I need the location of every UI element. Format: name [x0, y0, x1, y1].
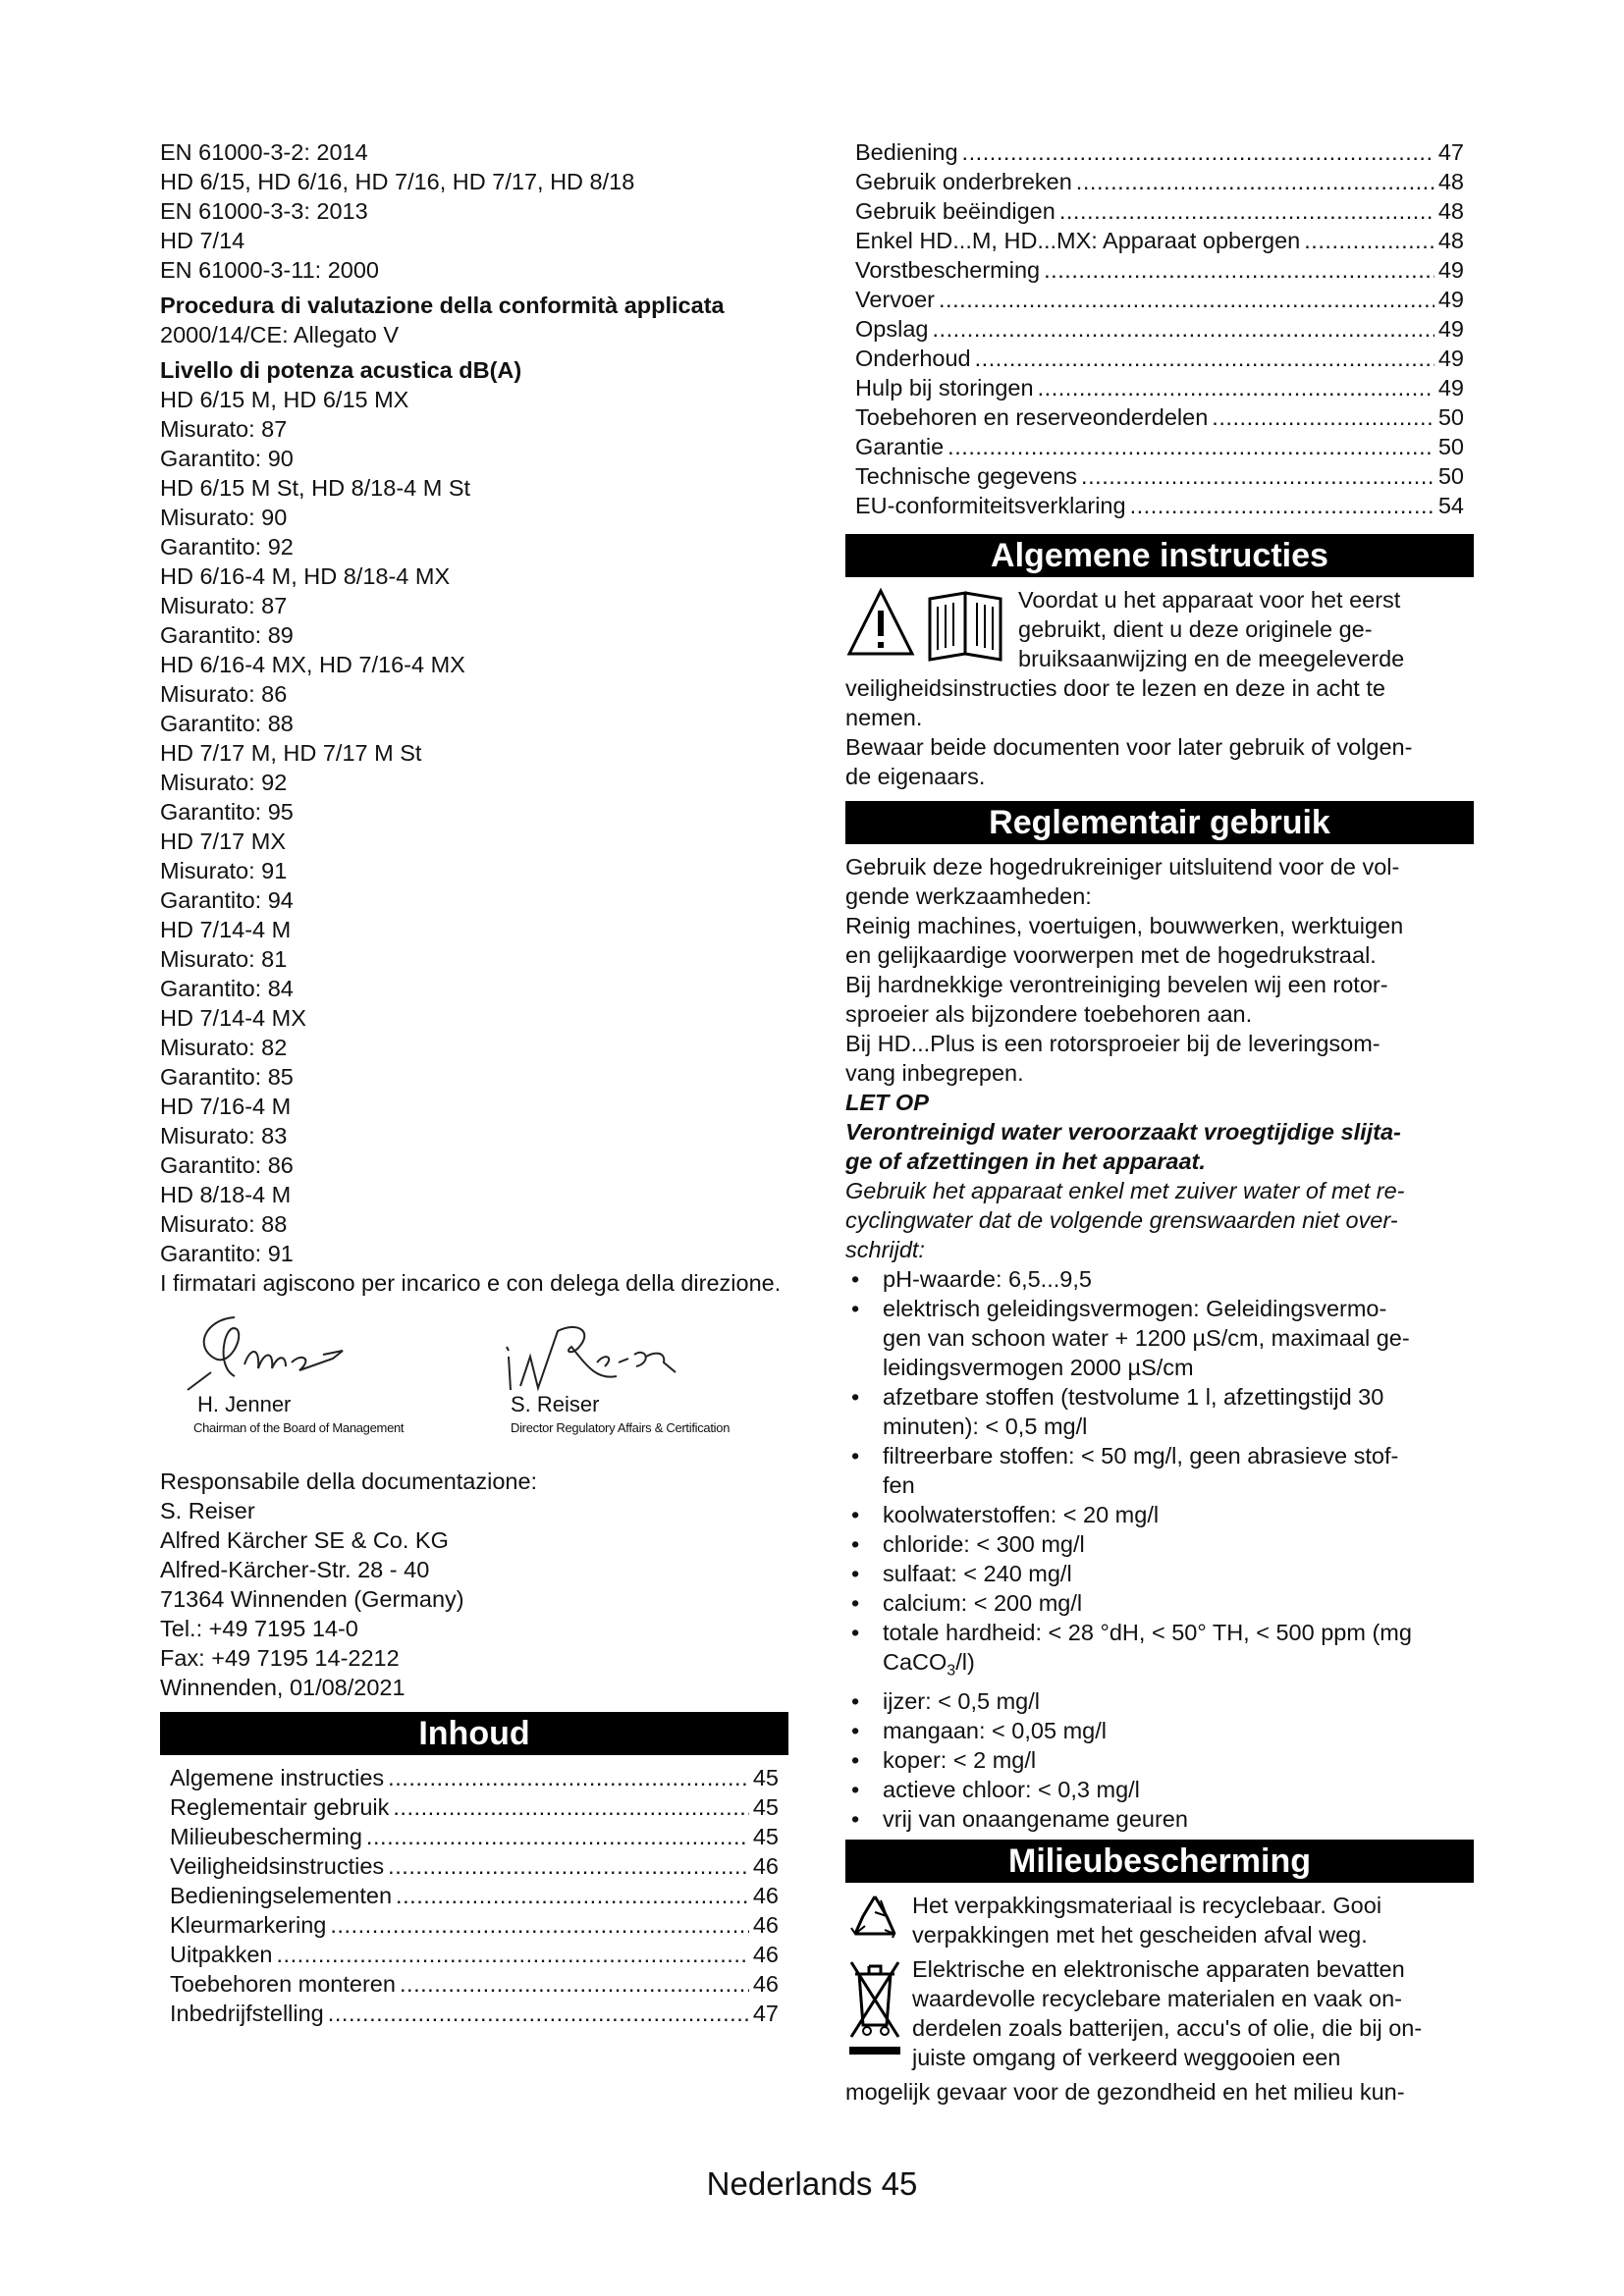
sound-power-line: Garantito: 84 [160, 976, 294, 1001]
list-item [845, 1775, 1474, 1804]
sound-power-line: HD 8/18-4 M [160, 1182, 292, 1207]
weee-crossed-bin-icon [845, 1954, 904, 2070]
toc-dot-leader [947, 432, 1435, 461]
list-item-line: • koper: < 2 mg/l [883, 1746, 1037, 1773]
toc-dot-leader [1081, 461, 1435, 491]
toc-entry-page: 46 [752, 1942, 779, 1967]
footer-language: Nederlands [706, 2165, 873, 2202]
list-item [845, 1559, 1474, 1588]
toc-entry[interactable] [845, 255, 1474, 285]
sound-power-line: Garantito: 90 [160, 446, 294, 471]
contact-line: 71364 Winnenden (Germany) [160, 1586, 464, 1612]
toc-entry[interactable] [845, 432, 1474, 461]
sound-power-line: Garantito: 85 [160, 1064, 294, 1090]
standard-line: EN 61000-3-2: 2014 [160, 139, 368, 165]
list-item-line: • ijzer: < 0,5 mg/l [883, 1687, 1040, 1714]
toc-dot-leader [400, 1969, 749, 1999]
toc-dot-leader [1038, 373, 1435, 402]
page-footer [0, 2165, 1624, 2203]
standards-list [160, 137, 788, 285]
list-item-line: • filtreerbare stoffen: < 50 mg/l, geen abrasieve stof- [883, 1443, 1399, 1468]
toc-entry[interactable] [160, 1881, 788, 1910]
list-item-line: fen [883, 1472, 915, 1498]
list-item-line: minuten): < 0,5 mg/l [883, 1414, 1088, 1439]
text-line: derdelen zoals batterijen, accu's of olie, die bij on- [912, 2014, 1423, 2041]
toc-entry[interactable] [160, 1851, 788, 1881]
section-banner-environment: Milieubescherming [845, 1840, 1474, 1883]
sound-power-line: Misurato: 86 [160, 681, 288, 707]
standard-line: EN 61000-3-11: 2000 [160, 257, 379, 283]
toc-entry-page: 49 [1437, 316, 1464, 342]
text-line: Bewaar beide documenten voor later gebruik of volgen- [845, 734, 1413, 760]
toc-entry-page: 50 [1437, 404, 1464, 430]
toc-entry-page: 46 [752, 1883, 779, 1908]
note-line: cyclingwater dat de volgende grenswaarden niet over- [845, 1207, 1398, 1233]
general-warning-text [1018, 585, 1404, 673]
list-item-line: • chloride: < 300 mg/l [883, 1531, 1085, 1557]
left-column [160, 137, 788, 2028]
text-line: vang inbegrepen. [845, 1060, 1024, 1086]
signatory-name: H. Jenner [197, 1392, 292, 1416]
list-item [845, 1618, 1474, 1686]
right-column [845, 137, 1474, 2107]
contact-line: Tel.: +49 7195 14-0 [160, 1616, 358, 1641]
toc-entry-title: Gebruik beëindigen [855, 198, 1056, 224]
toc-dot-leader [388, 1851, 749, 1881]
table-of-contents-right [845, 137, 1474, 520]
toc-entry-title: Technische gegevens [855, 463, 1078, 489]
signature-reiser [499, 1308, 793, 1435]
toc-entry-page: 46 [752, 1971, 779, 1997]
toc-entry-title: Toebehoren monteren [170, 1971, 396, 1997]
toc-entry[interactable] [160, 1910, 788, 1940]
list-item-line: leidingsvermogen 2000 µS/cm [883, 1355, 1194, 1380]
toc-entry-title: Hulp bij storingen [855, 375, 1034, 400]
list-item-line: • mangaan: < 0,05 mg/l [883, 1717, 1107, 1743]
sound-power-line: HD 7/14-4 M [160, 917, 292, 942]
text-line: Gebruik deze hogedrukreiniger uitsluitend voor de vol- [845, 854, 1400, 880]
list-item-line: • afzetbare stoffen (testvolume 1 l, afzettingstijd 30 [883, 1384, 1384, 1410]
text-line: waardevolle recyclebare materialen en vaak on- [912, 1985, 1402, 2011]
list-item-line: • calcium: < 200 mg/l [883, 1590, 1083, 1616]
list-item-line: • actieve chloor: < 0,3 mg/l [883, 1776, 1140, 1802]
warning-triangle-icon [845, 585, 1018, 673]
weee-text-continued: mogelijk gevaar voor de gezondheid en het milieu kun- [845, 2078, 1405, 2105]
note-bold-line: Verontreinigd water veroorzaakt vroegtijdige slijta- [845, 1119, 1401, 1145]
signatory-role: Director Regulatory Affairs & Certification [511, 1420, 731, 1435]
toc-entry[interactable] [160, 1940, 788, 1969]
recycling-row [845, 1891, 1474, 1954]
toc-dot-leader [388, 1763, 749, 1792]
text-line: en gelijkaardige voorwerpen met de hogedrukstraal. [845, 942, 1377, 968]
toc-entry[interactable] [845, 344, 1474, 373]
toc-dot-leader [975, 344, 1435, 373]
toc-entry-page: 49 [1437, 257, 1464, 283]
note-line: Gebruik het apparaat enkel met zuiver water of met re- [845, 1178, 1405, 1203]
list-item-line [883, 1647, 1474, 1686]
sound-power-line: Garantito: 89 [160, 622, 294, 648]
toc-entry-title: Vervoer [855, 287, 935, 312]
list-item [845, 1716, 1474, 1745]
toc-entry[interactable] [160, 1792, 788, 1822]
text-line: juiste omgang of verkeerd weggooien een [912, 2044, 1341, 2070]
toc-entry-page: 49 [1437, 287, 1464, 312]
water-limits-list [845, 1264, 1474, 1834]
contact-line: Fax: +49 7195 14-2212 [160, 1645, 400, 1671]
sound-power-line: HD 7/16-4 M [160, 1094, 292, 1119]
toc-dot-leader [366, 1822, 749, 1851]
sound-power-line: Misurato: 81 [160, 946, 288, 972]
text-line: nemen. [845, 705, 923, 730]
toc-entry-page: 50 [1437, 463, 1464, 489]
sound-power-line: Misurato: 92 [160, 770, 288, 795]
sound-power-line: Misurato: 91 [160, 858, 288, 883]
toc-dot-leader [962, 137, 1435, 167]
weee-text [912, 1954, 1422, 2077]
toc-entry-page: 47 [1437, 139, 1464, 165]
list-item-line: • sulfaat: < 240 mg/l [883, 1561, 1072, 1586]
contact-line: S. Reiser [160, 1498, 255, 1523]
table-of-contents-left [160, 1763, 788, 2028]
intended-use-text [845, 852, 1474, 1088]
formula-part: CaCO [883, 1649, 947, 1675]
note-label: LET OP [845, 1090, 929, 1115]
toc-entry-title: Bedieningselementen [170, 1883, 393, 1908]
toc-entry-title: Bediening [855, 139, 958, 165]
toc-dot-leader [393, 1792, 748, 1822]
sound-power-heading: Livello di potenza acustica dB(A) [160, 357, 522, 383]
toc-dot-leader [328, 1999, 749, 2028]
sound-power-line: Garantito: 88 [160, 711, 294, 736]
handwritten-signature-reiser [499, 1308, 695, 1396]
toc-entry-page: 45 [752, 1765, 779, 1790]
toc-dot-leader [330, 1910, 749, 1940]
toc-entry-page: 47 [752, 2001, 779, 2026]
recycling-icon-wrap [845, 1891, 912, 1954]
sound-power-line: Garantito: 94 [160, 887, 294, 913]
sound-power-line: HD 6/15 M, HD 6/15 MX [160, 387, 409, 412]
toc-dot-leader [277, 1940, 749, 1969]
contact-block [160, 1467, 788, 1702]
toc-entry-title: Onderhoud [855, 346, 971, 371]
toc-entry[interactable] [160, 1763, 788, 1792]
list-item [845, 1441, 1474, 1500]
text-line: gende werkzaamheden: [845, 883, 1092, 909]
list-item [845, 1804, 1474, 1834]
list-item [845, 1500, 1474, 1529]
list-item [845, 1745, 1474, 1775]
toc-entry-title: Garantie [855, 434, 945, 459]
list-item [845, 1686, 1474, 1716]
contact-line: Alfred-Kärcher-Str. 28 - 40 [160, 1557, 430, 1582]
toc-entry-title: Veiligheidsinstructies [170, 1853, 385, 1879]
text-line: gebruikt, dient u deze originele ge- [1018, 616, 1373, 642]
toc-dot-leader [1212, 402, 1435, 432]
text-line: Reinig machines, voertuigen, bouwwerken, werktuigen [845, 913, 1404, 938]
toc-entry-page: 45 [752, 1794, 779, 1820]
toc-dot-leader [1044, 255, 1435, 285]
toc-entry-title: Inbedrijfstelling [170, 2001, 324, 2026]
sound-power-line: Garantito: 95 [160, 799, 294, 825]
text-line: Bij hardnekkige verontreiniging bevelen wij een rotor- [845, 972, 1388, 997]
contact-line: Alfred Kärcher SE & Co. KG [160, 1527, 449, 1553]
signatories-note: I firmatari agiscono per incarico e con delega della direzione. [160, 1270, 782, 1296]
text-line: sproeier als bijzondere toebehoren aan. [845, 1001, 1253, 1027]
toc-entry-page: 48 [1437, 228, 1464, 253]
weee-row [845, 1954, 1474, 2077]
toc-entry-page: 46 [752, 1853, 779, 1879]
standard-line: HD 7/14 [160, 228, 245, 253]
toc-entry-page: 48 [1437, 198, 1464, 224]
toc-entry-title: Vorstbescherming [855, 257, 1041, 283]
toc-entry-title: Opslag [855, 316, 929, 342]
toc-entry[interactable] [845, 137, 1474, 167]
warning-manual-icons [845, 585, 1018, 673]
list-item-line: • vrij van onaangename geuren [883, 1805, 1188, 1832]
signatory-role: Chairman of the Board of Management [193, 1420, 405, 1435]
toc-entry[interactable] [845, 402, 1474, 432]
toc-entry-page: 46 [752, 1912, 779, 1938]
recycling-text [912, 1891, 1381, 1954]
toc-entry-title: Uitpakken [170, 1942, 273, 1967]
sound-power-line: Misurato: 90 [160, 505, 288, 530]
formula-part: /l) [955, 1649, 975, 1675]
toc-entry[interactable] [845, 461, 1474, 491]
list-item-line: • koolwaterstoffen: < 20 mg/l [883, 1502, 1160, 1527]
contact-line: Responsabile della documentazione: [160, 1468, 538, 1494]
procedure-heading: Procedura di valutazione della conformità applicata [160, 293, 725, 318]
sound-power-line: Misurato: 83 [160, 1123, 288, 1148]
list-item [845, 1382, 1474, 1441]
weee-icon-wrap [845, 1954, 912, 2077]
toc-entry[interactable] [160, 1822, 788, 1851]
text-line: veiligheidsinstructies door te lezen en deze in acht te [845, 675, 1385, 701]
section-banner-general: Algemene instructies [845, 534, 1474, 577]
list-item-line: • pH-waarde: 6,5...9,5 [883, 1266, 1092, 1292]
toc-entry[interactable] [845, 226, 1474, 255]
toc-entry-page: 54 [1437, 493, 1464, 518]
toc-entry[interactable] [160, 1999, 788, 2028]
toc-title-banner: Inhoud [160, 1712, 788, 1755]
toc-dot-leader [1130, 491, 1435, 520]
list-item-line: • totale hardheid: < 28 °dH, < 50° TH, < 500 ppm (mg [883, 1620, 1412, 1645]
formula-subscript: 3 [947, 1662, 956, 1680]
toc-dot-leader [396, 1881, 749, 1910]
toc-entry[interactable] [845, 196, 1474, 226]
procedure-text: 2000/14/CE: Allegato V [160, 322, 400, 347]
toc-dot-leader [1304, 226, 1435, 255]
signature-jenner [176, 1308, 500, 1435]
sound-power-line: HD 6/15 M St, HD 8/18-4 M St [160, 475, 471, 501]
sound-power-line: Misurato: 82 [160, 1035, 288, 1060]
toc-entry-title: Gebruik onderbreken [855, 169, 1072, 194]
list-item [845, 1264, 1474, 1294]
toc-entry-page: 49 [1437, 375, 1464, 400]
text-line: de eigenaars. [845, 764, 986, 789]
toc-dot-leader [1059, 196, 1435, 226]
toc-entry-title: Reglementair gebruik [170, 1794, 390, 1820]
toc-entry-title: Milieubescherming [170, 1824, 362, 1849]
toc-dot-leader [1076, 167, 1435, 196]
note-bold-line: ge of afzettingen in het apparaat. [845, 1148, 1206, 1174]
toc-entry-title: Toebehoren en reserveonderdelen [855, 404, 1209, 430]
standard-line: HD 6/15, HD 6/16, HD 7/16, HD 7/17, HD 8/18 [160, 169, 635, 194]
toc-entry[interactable] [845, 373, 1474, 402]
toc-entry-title: Enkel HD...M, HD...MX: Apparaat opbergen [855, 228, 1301, 253]
toc-entry[interactable] [845, 491, 1474, 520]
sound-power-line: Misurato: 87 [160, 416, 288, 442]
text-line: bruiksaanwijzing en de meegeleverde [1018, 646, 1405, 671]
footer-page-number: 45 [881, 2165, 918, 2202]
toc-entry-title: EU-conformiteitsverklaring [855, 493, 1126, 518]
sound-power-line: Misurato: 87 [160, 593, 288, 618]
toc-entry-title: Kleurmarkering [170, 1912, 327, 1938]
toc-entry-page: 50 [1437, 434, 1464, 459]
list-item [845, 1529, 1474, 1559]
toc-entry[interactable] [845, 285, 1474, 314]
text-line: Bij HD...Plus is een rotorsproeier bij de leveringsom- [845, 1031, 1380, 1056]
signature-block [160, 1308, 788, 1455]
toc-entry-page: 49 [1437, 346, 1464, 371]
sound-power-line: Garantito: 86 [160, 1152, 294, 1178]
sound-power-line: Garantito: 91 [160, 1241, 294, 1266]
toc-entry-page: 48 [1437, 169, 1464, 194]
sound-power-line: HD 6/16-4 MX, HD 7/16-4 MX [160, 652, 465, 677]
list-item [845, 1588, 1474, 1618]
sound-power-line: Misurato: 88 [160, 1211, 288, 1237]
sound-power-line: HD 6/16-4 M, HD 8/18-4 MX [160, 563, 451, 589]
manual-book-icon [930, 593, 1001, 660]
handwritten-signature-jenner [176, 1308, 402, 1396]
toc-entry[interactable] [160, 1969, 788, 1999]
sound-power-line: Garantito: 92 [160, 534, 294, 560]
toc-entry-title: Algemene instructies [170, 1765, 385, 1790]
text-line: verpakkingen met het gescheiden afval weg. [912, 1921, 1368, 1948]
signatory-name: S. Reiser [511, 1392, 600, 1416]
toc-entry[interactable] [845, 314, 1474, 344]
text-line: Het verpakkingsmateriaal is recyclebaar. Gooi [912, 1892, 1382, 1918]
toc-dot-leader [932, 314, 1434, 344]
sound-power-list [160, 385, 788, 1268]
list-item-line: • elektrisch geleidingsvermogen: Geleidingsvermo- [883, 1296, 1387, 1321]
sound-power-line: HD 7/17 MX [160, 828, 286, 854]
standard-line: EN 61000-3-3: 2013 [160, 198, 368, 224]
note-line: schrijdt: [845, 1237, 925, 1262]
sound-power-line: HD 7/17 M, HD 7/17 M St [160, 740, 422, 766]
contact-line: Winnenden, 01/08/2021 [160, 1675, 406, 1700]
list-item [845, 1294, 1474, 1382]
sound-power-line: HD 7/14-4 MX [160, 1005, 306, 1031]
recycling-icon [845, 1891, 904, 1948]
text-line: Voordat u het apparaat voor het eerst [1018, 587, 1401, 613]
toc-dot-leader [939, 285, 1435, 314]
text-line: Elektrische en elektronische apparaten bevatten [912, 1955, 1405, 1982]
general-warning [845, 585, 1474, 673]
toc-entry[interactable] [845, 167, 1474, 196]
toc-entry-page: 45 [752, 1824, 779, 1849]
list-item-line: gen van schoon water + 1200 µS/cm, maximaal ge- [883, 1325, 1410, 1351]
section-banner-use: Reglementair gebruik [845, 801, 1474, 844]
